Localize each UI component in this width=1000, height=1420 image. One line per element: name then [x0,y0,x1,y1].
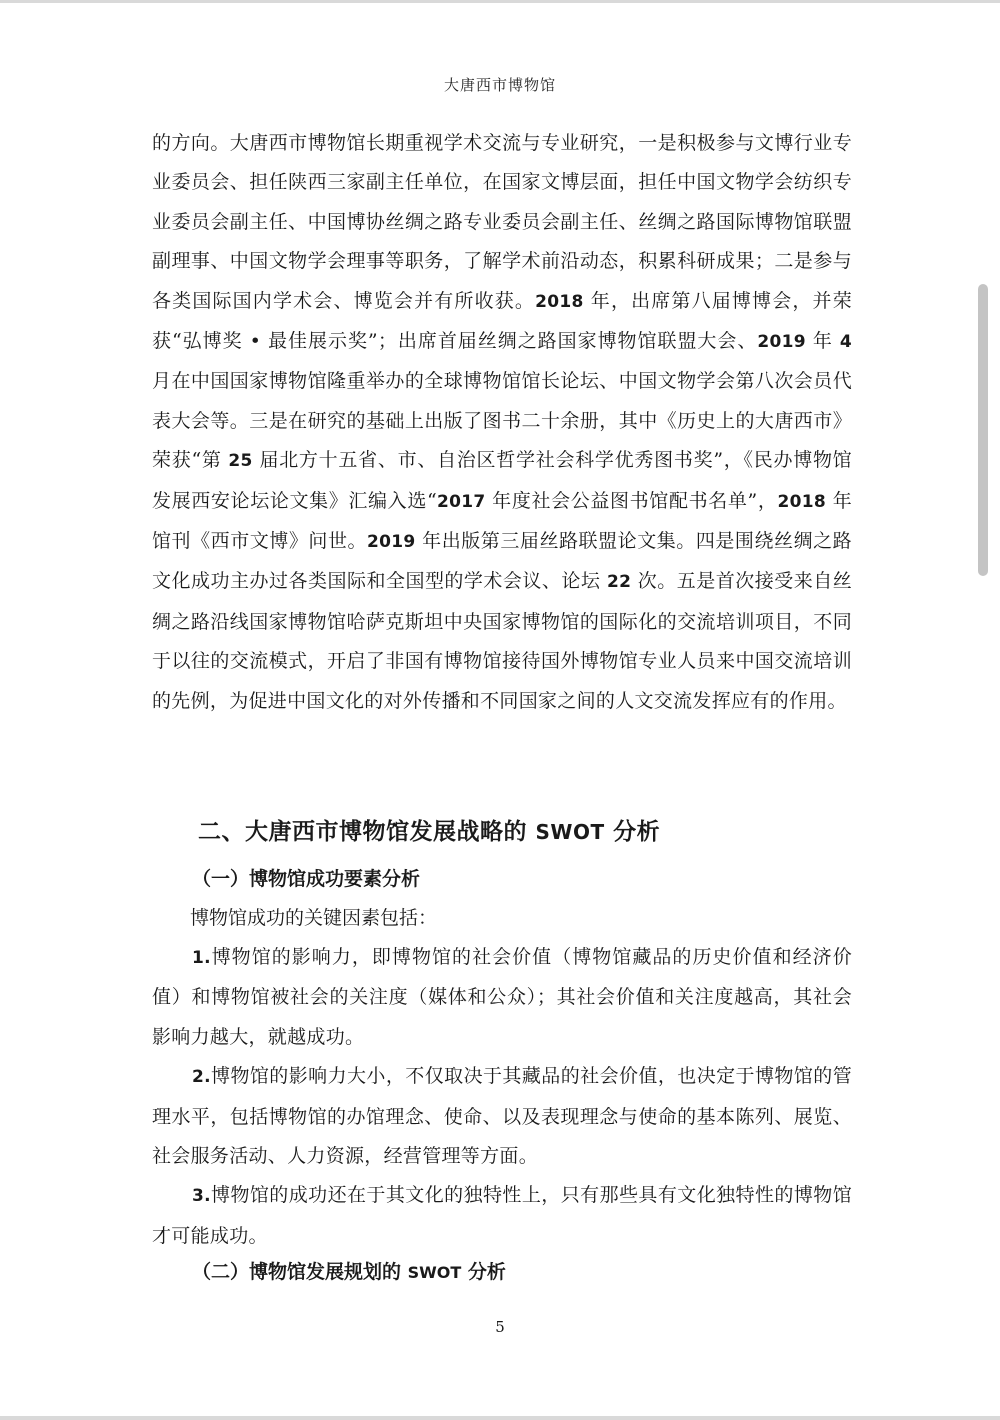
list-text: 博物馆的影响力，即博物馆的社会价值（博物馆藏品的历史价值和经济价值）和博物馆被社会的关注度（媒体和公众）；其社会价值和关注度越高，其社会影响力越大，就越成功。 [152,946,852,1048]
year-2018: 2018 [777,491,827,512]
text-segment: 年出版第三届丝路联盟论文集。四是围绕丝绸之路文化成功主办过各类国际和全国型的学术会议、论坛 [152,530,852,593]
year-2019: 2019 [367,532,416,553]
top-border [0,0,1000,3]
list-item [152,1057,852,1176]
year-2018: 2018 [535,291,584,312]
list-item [152,1176,852,1256]
success-factor-list [152,938,852,1256]
list-item [152,938,852,1057]
body-paragraph [152,124,852,721]
scrollbar-thumb[interactable] [978,284,988,576]
text-segment: 月在中国国家博物馆隆重举办的全球博物馆馆长论坛、中国文物学会第八次会员代表大会等。三是在研究的基础上出版了图书二十余册，其中《历史上的大唐西市》荣获“第 [152,370,852,472]
month-4: 4 [839,332,852,353]
year-2019: 2019 [757,332,806,353]
text-segment: 年，出席第八届博博会，并荣获“弘博奖 • 最佳展示奖”；出席首届丝绸之路国家博物馆联盟大会、 [152,289,853,353]
heading-text: 分析 [604,818,661,845]
subheading-swot-analysis [192,1254,506,1291]
paragraph-1 [152,124,852,721]
text-segment: 年 [805,330,840,353]
subheading-swot: SWOT [407,1263,462,1282]
text-segment: 的方向。大唐西市博物馆长期重视学术交流与专业研究，一是积极参与文博行业专业委员会、担任陕西三家副主任单位，在国家文博层面，担任中国文物学会纺织专业委员会副主任、中国博协丝绸之路专业委员会副主任、丝绸之路国际博物馆联盟副理事、中国文物学会理事等职务，了解学术前沿动态，积累科研成果；二是参与各类国际国内学术会、博览会并有所收获。 [152,132,852,312]
number-22: 22 [606,572,632,593]
list-number: 2. [192,1067,211,1088]
text-segment: 届北方十五省、市、自治区哲学社会科学优秀图书奖”，《民办博物馆发展西安论坛论文集》汇编入选“ [152,449,852,512]
subheading-text: （二）博物馆发展规划的 [192,1261,408,1283]
text-segment: 年度社会公益图书馆配书名单”， [485,489,778,512]
running-header: 大唐西市博物馆 [443,76,556,94]
subheading-success-factors: （一）博物馆成功要素分析 [192,868,421,890]
intro-line: 博物馆成功的关键因素包括： [190,907,438,929]
page-number: 5 [495,1318,505,1336]
subheading-text: 分析 [461,1261,506,1283]
bottom-border [0,1416,1000,1420]
heading-swot: SWOT [535,820,605,844]
number-25: 25 [228,451,253,472]
section-heading [198,812,660,852]
text-segment: 次。五是首次接受来自丝绸之路沿线国家博物馆哈萨克斯坦中央国家博物馆的国际化的交流培训项目，不同于以往的交流模式，开启了非国有博物馆接待国外博物馆专业人员来中国交流培训的先例，为促进中国文化的对外传播和不同国家之间的人文交流发挥应有的作用。 [152,570,852,712]
heading-text: 二、大唐西市博物馆发展战略的 [198,818,536,845]
list-number: 3. [192,1186,211,1207]
list-text: 博物馆的影响力大小，不仅取决于其藏品的社会价值，也决定于博物馆的管理水平，包括博物馆的办馆理念、使命、以及表现理念与使命的基本陈列、展览、社会服务活动、人力资源，经营管理等方面。 [152,1065,852,1168]
year-2017: 2017 [436,491,486,512]
text-segment: 年馆刊《西市文博》问世。 [152,489,852,553]
list-number: 1. [192,948,211,968]
list-text: 博物馆的成功还在于其文化的独特性上，只有那些具有文化独特性的博物馆才可能成功。 [152,1184,852,1247]
